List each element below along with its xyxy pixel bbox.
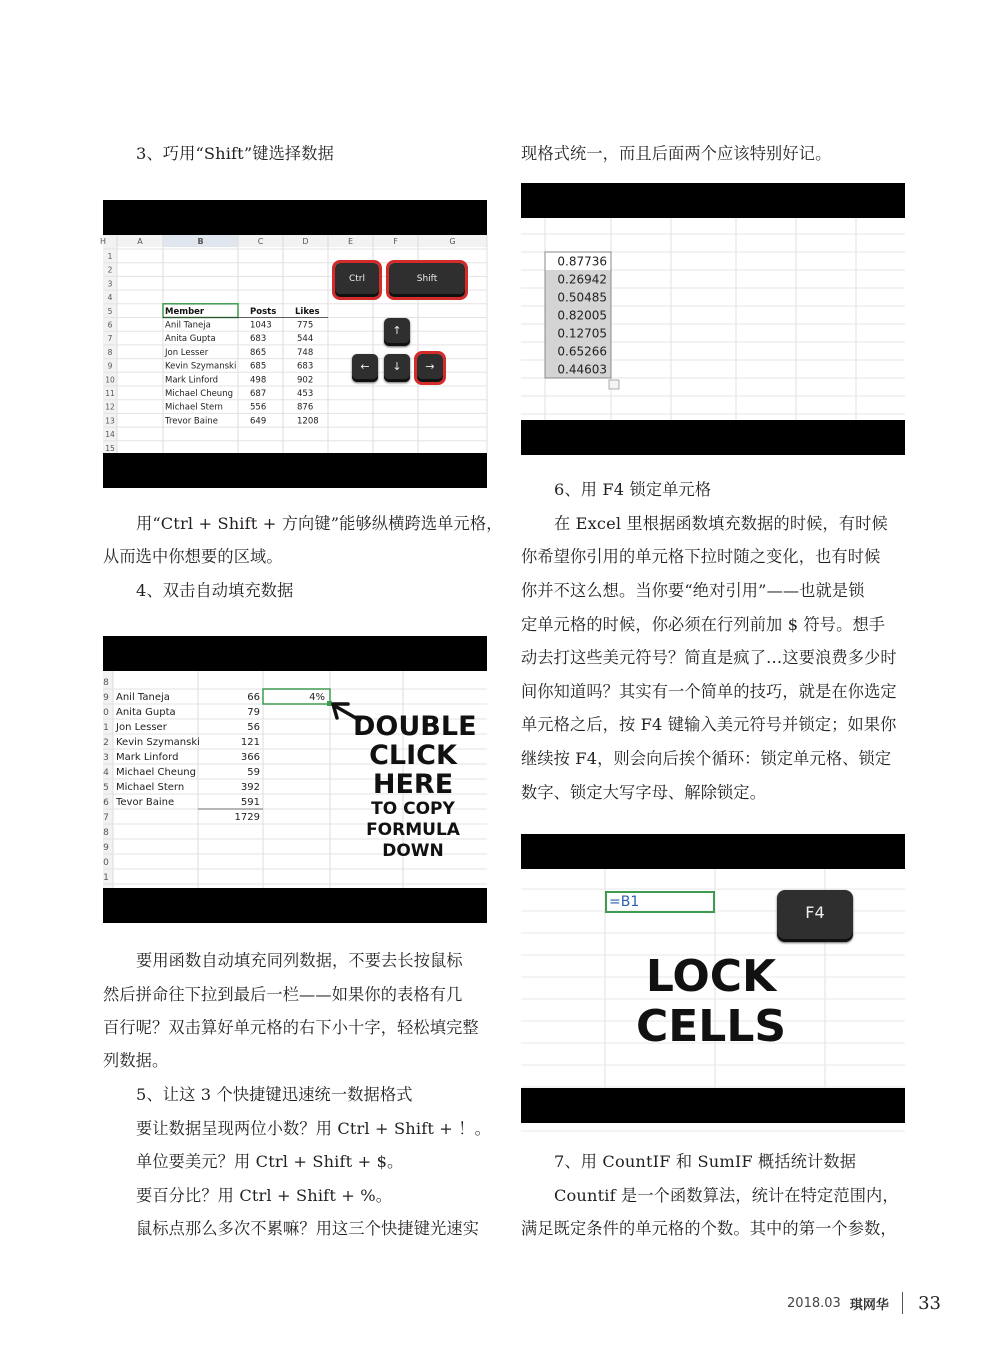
member-value: 66 [247,692,260,703]
para-6-line-9: 数字、锁定大写字母、解除锁定。 [521,783,767,802]
figure-bottom-bar [521,420,905,455]
total-value: 1729 [234,812,260,823]
para-6-line-3: 你并不这么想。当你要“绝对引用”——也就是锁 [521,581,865,600]
member-name: Mark Linford [165,375,219,386]
caption-to-copy: TO COPY [371,799,455,819]
section-3-title: 3、巧用“Shift”键选择数据 [136,144,334,163]
excel-sheet-values [521,218,905,420]
arrow-down-key: ↓ [384,354,410,382]
member-name: Michael Cheung [116,767,196,778]
para-6-line-8: 继续按 F4，则会向后挨个循环：锁定单元格、锁定 [521,749,892,768]
para-3-line-2: 从而选中你想要的区域。 [103,547,283,566]
para-3-line-1: 用“Ctrl + Shift + 方向键”能够纵横跨选单元格， [136,514,503,533]
column-header-bar [103,235,487,247]
caption-down: DOWN [382,841,444,861]
row-label: 3 [103,753,109,763]
member-likes: 748 [297,347,314,358]
arrow-up-key: ↑ [384,318,410,346]
para-5-line-2: 单位要美元？用 Ctrl + Shift + $。 [136,1152,404,1171]
para-4-line-4: 列数据。 [103,1051,169,1070]
row-label: 11 [105,389,115,398]
member-name: Kevin Szymanski [116,737,200,748]
para-5-line-1: 要让数据呈现两位小数？用 Ctrl + Shift + ！。 [136,1119,491,1138]
row-label: 13 [105,416,115,426]
row-label: 2 [103,738,109,748]
caption-here: HERE [372,769,454,800]
para-6-line-5: 动去打这些美元符号？简直是疯了…这要浪费多少时 [521,648,897,667]
member-likes: 902 [297,375,314,386]
row-label: 7 [103,813,109,823]
row-label: 0 [103,708,109,718]
member-name: Anita Gupta [165,334,216,345]
member-name: Mark Linford [116,752,179,763]
column-label: C [257,237,264,246]
figure-top-bar [521,834,905,869]
member-posts: 685 [250,361,267,372]
row-label: 3 [107,279,113,289]
value-text: 0.82005 [557,308,607,323]
value-text: 0.12705 [557,326,607,341]
caption-click: CLICK [369,740,457,771]
para-6-line-7: 单元格之后，按 F4 键输入美元符号并锁定；如果你 [521,715,897,734]
member-name: Trevor Baine [165,416,218,427]
arrow-left-key: ← [352,354,378,382]
member-name: Kevin Szymanski [165,361,237,372]
member-value: 59 [247,767,260,778]
header-posts: Posts [250,306,277,317]
column-label: H [99,237,107,246]
row-label: 10 [105,375,115,385]
member-likes: 544 [297,334,314,345]
figure-top-bar [103,200,487,235]
value-text: 0.87736 [557,254,607,269]
value-text: 0.50485 [557,290,607,305]
member-posts: 649 [250,416,267,427]
para-5-line-4: 鼠标点那么多次不累嘛？用这三个快捷键光速实 [136,1219,480,1238]
member-value: 366 [240,752,260,763]
arrow-right-key: → [417,354,443,382]
row-label: 9 [103,843,109,853]
column-label: A [137,237,143,246]
header-member: Member [165,306,205,317]
row-label: 6 [107,320,113,330]
member-name: Michael Stern [165,402,223,413]
row-label: 15 [105,443,115,453]
member-likes: 876 [297,402,314,413]
column-label: B [197,237,204,246]
magazine-name: 琪网华 [849,1297,889,1313]
para-7-line-1: Countif 是一个函数算法，统计在特定范围内， [554,1186,899,1205]
figure-shift-select [99,200,487,488]
quick-analysis-icon [609,380,619,389]
row-label: 4 [107,293,113,303]
column-label: G [449,237,456,246]
row-label: 1 [107,252,113,261]
section-5-title: 5、让这 3 个快捷键迅速统一数据格式 [136,1085,413,1104]
figure-bottom-bar [103,888,487,923]
issue-date: 2018.03 [787,1295,841,1311]
row-label: 7 [107,334,113,344]
row-label: 9 [107,361,113,371]
percent-value: 4% [309,692,325,703]
row-label: 6 [103,798,109,808]
column-label: F [393,237,398,246]
member-posts: 683 [250,334,267,345]
row-label: 9 [103,693,109,703]
member-likes: 453 [297,389,314,399]
page-number: 33 [918,1292,941,1314]
page-footer [787,1292,941,1316]
member-name: Anil Taneja [165,320,211,331]
shift-key: Shift [389,263,465,297]
row-label: 1 [103,873,109,883]
para-5-continued: 现格式统一，而且后面两个应该特别好记。 [521,144,832,163]
member-posts: 865 [250,347,267,358]
member-name: Tevor Baine [116,797,175,808]
row-label: 8 [103,828,109,838]
member-value: 56 [247,722,260,733]
member-name: Jon Lesser [165,347,209,358]
row-label: 4 [103,768,109,778]
header-likes: Likes [295,306,320,317]
column-label: D [302,237,309,246]
member-posts: 498 [250,375,267,386]
member-posts: 1043 [250,320,272,331]
member-posts: 556 [250,402,267,413]
para-6-line-4: 定单元格的时候，你必须在行列前加 $ 符号。想手 [521,615,886,634]
para-4-line-1: 要用函数自动填充同列数据，不要去长按鼠标 [136,951,463,970]
caption-cells: CELLS [635,1001,787,1052]
member-value: 79 [247,707,260,718]
value-text: 0.26942 [557,272,607,287]
member-value: 121 [240,737,260,748]
value-text: 0.65266 [557,344,607,359]
ctrl-key: Ctrl [335,263,379,297]
para-5-line-3: 要百分比？用 Ctrl + Shift + %。 [136,1186,393,1205]
member-posts: 687 [250,389,267,399]
member-name: Michael Stern [116,782,185,793]
caption-double: DOUBLE [353,711,477,742]
section-6-title: 6、用 F4 锁定单元格 [554,480,712,499]
formula-cell: =B1 [605,891,715,913]
member-value: 392 [240,782,260,793]
para-6-line-2: 你希望你引用的单元格下拉时随之变化，也有时候 [521,547,881,566]
member-name: Michael Cheung [165,389,233,399]
caption-formula: FORMULA [366,820,460,840]
figure-top-bar [521,183,905,218]
figure-lock-cells [521,834,905,1123]
footer-divider [902,1292,903,1314]
row-label: 1 [103,723,109,733]
member-name: Anita Gupta [116,707,176,718]
value-text: 0.44603 [557,362,607,377]
row-label: 5 [103,783,109,793]
para-4-line-2: 然后拼命往下拉到最后一栏——如果你的表格有几 [103,985,463,1004]
member-name: Anil Taneja [116,692,170,703]
para-7-line-2: 满足既定条件的单元格的个数。其中的第一个参数， [521,1219,897,1238]
column-label: E [347,237,354,246]
row-label: 8 [103,678,109,688]
row-label: 14 [105,430,115,440]
member-name: Jon Lesser [116,722,167,733]
caption-lock: LOCK [645,951,777,1002]
figure-number-format [521,183,905,455]
member-value: 591 [240,797,260,808]
para-6-line-1: 在 Excel 里根据函数填充数据的时候，有时候 [554,514,888,533]
para-4-line-3: 百行呢？双击算好单元格的右下小十字，轻松填完整 [103,1018,479,1037]
figure-double-click [103,636,487,923]
member-likes: 1208 [297,416,319,427]
section-7-title: 7、用 CountIF 和 SumIF 概括统计数据 [554,1152,857,1171]
section-4-title: 4、双击自动填充数据 [136,581,294,600]
f4-key: F4 [777,890,853,942]
row-label: 5 [107,306,113,316]
member-likes: 683 [297,361,314,372]
row-label: 2 [107,265,113,275]
row-label: 12 [105,402,115,412]
figure-bottom-bar [103,453,487,488]
fill-handle [327,701,332,706]
row-label: 0 [103,858,109,868]
figure-top-bar [103,636,487,671]
figure-bottom-bar [521,1088,905,1123]
para-6-line-6: 间你知道吗？其实有一个简单的技巧，就是在你选定 [521,682,897,701]
member-likes: 775 [297,320,314,331]
row-label: 8 [107,347,113,357]
